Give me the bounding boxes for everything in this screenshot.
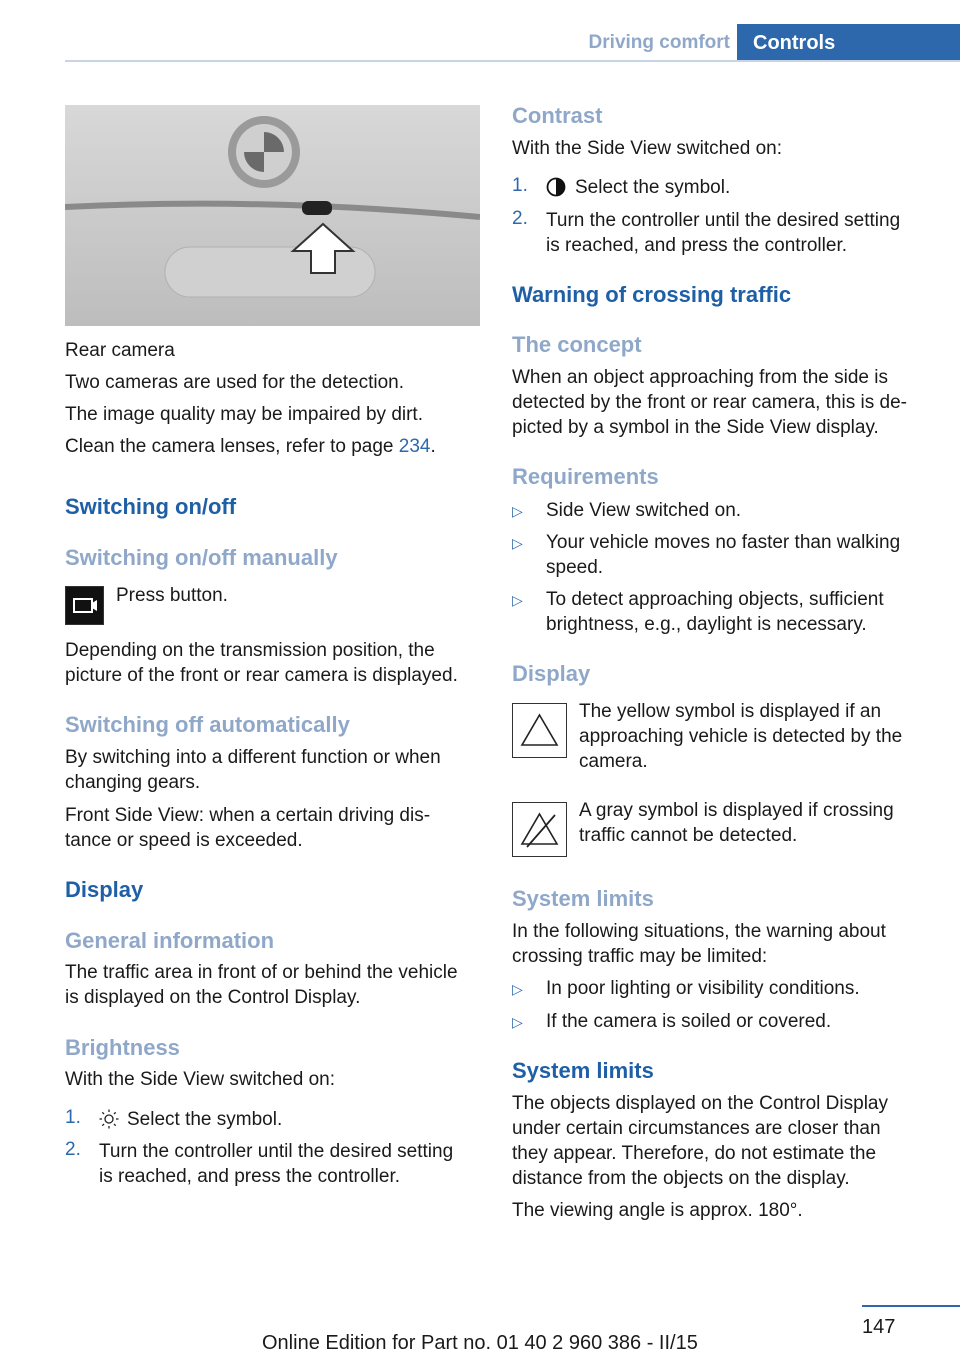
bullet-triangle-icon: ▷ <box>512 1014 523 1030</box>
step-text: is reached, and press the controller. <box>546 235 848 256</box>
heading-general: General information <box>65 928 275 953</box>
paragraph: distance from the objects on the display. <box>512 1168 850 1189</box>
text: Clean the camera lenses, refer to page <box>65 436 399 457</box>
list-item: Side View switched on. <box>546 500 742 521</box>
list-item: In poor lighting or visibility conditions. <box>546 978 860 999</box>
paragraph: is displayed on the Control Display. <box>65 987 361 1008</box>
paragraph: traffic cannot be detected. <box>579 825 798 846</box>
list-item: To detect approaching objects, sufficient <box>546 589 884 610</box>
paragraph: changing gears. <box>65 772 201 793</box>
step-text: Turn the controller until the desired setting <box>99 1141 454 1162</box>
page-reference-link[interactable]: 234 <box>398 436 431 457</box>
instruction: Press button. <box>116 585 228 606</box>
paragraph: picted by a symbol in the Side View display. <box>512 417 879 438</box>
heading-manual: Switching on/off manually <box>65 545 338 570</box>
list-item: brightness, e.g., daylight is necessary. <box>546 614 867 635</box>
list-item: If the camera is soiled or covered. <box>546 1011 832 1032</box>
paragraph: they appear. Therefore, do not estimate the <box>512 1143 877 1164</box>
bullet-triangle-icon: ▷ <box>512 592 523 608</box>
step-number: 2. <box>512 208 528 229</box>
edition-footer: Online Edition for Part no. 01 40 2 960 386 - II/15 <box>262 1332 698 1354</box>
paragraph: The image quality may be impaired by dirt. <box>65 404 423 425</box>
paragraph: picture of the front or rear camera is displayed. <box>65 665 458 686</box>
brightness-icon <box>99 1109 119 1129</box>
list-item: Your vehicle moves no faster than walking <box>546 532 901 553</box>
paragraph: The traffic area in front of or behind the vehicle <box>65 962 458 983</box>
page-number: 147 <box>862 1316 896 1338</box>
paragraph: The viewing angle is approx. 180°. <box>512 1200 803 1221</box>
camera-button-icon <box>65 586 104 625</box>
step-text: Select the symbol. <box>575 177 731 198</box>
heading-system-limits: System limits <box>512 886 654 911</box>
paragraph: By switching into a different function or when <box>65 747 441 768</box>
paragraph: approaching vehicle is detected by the <box>579 726 903 747</box>
heading-brightness: Brightness <box>65 1035 180 1060</box>
paragraph: With the Side View switched on: <box>512 138 783 159</box>
heading-auto-off: Switching off automatically <box>65 712 350 737</box>
header-rule <box>65 60 960 62</box>
paragraph: The objects displayed on the Control Display <box>512 1093 888 1114</box>
contrast-icon <box>546 177 566 197</box>
bullet-triangle-icon: ▷ <box>512 535 523 551</box>
paragraph: camera. <box>579 751 648 772</box>
footer-rule <box>862 1305 960 1307</box>
step-text: Select the symbol. <box>127 1109 283 1130</box>
paragraph: tance or speed is exceeded. <box>65 830 303 851</box>
heading-concept: The concept <box>512 332 642 357</box>
step-number: 2. <box>65 1139 81 1160</box>
heading-requirements: Requirements <box>512 464 659 489</box>
heading-warning-crossing: Warning of crossing traffic <box>512 282 792 307</box>
bullet-triangle-icon: ▷ <box>512 503 523 519</box>
step-text: Turn the controller until the desired setting <box>546 210 901 231</box>
step-number: 1. <box>65 1107 81 1128</box>
step-text: is reached, and press the controller. <box>99 1166 401 1187</box>
photo-caption: Rear camera <box>65 340 175 361</box>
bullet-triangle-icon: ▷ <box>512 981 523 997</box>
paragraph: crossing traffic may be limited: <box>512 946 768 967</box>
rear-camera-photo <box>65 105 480 326</box>
header-section-title: Driving comfort <box>588 32 730 53</box>
heading-contrast: Contrast <box>512 103 603 128</box>
paragraph: When an object approaching from the side is <box>512 367 888 388</box>
heading-display-right: Display <box>512 661 591 686</box>
step-number: 1. <box>512 175 528 196</box>
paragraph <box>65 434 436 459</box>
paragraph: Depending on the transmission position, the <box>65 640 435 661</box>
paragraph: under certain circumstances are closer than <box>512 1118 881 1139</box>
paragraph: A gray symbol is displayed if crossing <box>579 800 894 821</box>
paragraph: With the Side View switched on: <box>65 1069 336 1090</box>
heading-system-limits-2: System limits <box>512 1058 654 1083</box>
heading-switching: Switching on/off <box>65 494 237 519</box>
text: . <box>430 436 436 457</box>
list-item: speed. <box>546 557 604 578</box>
warning-triangle-crossed-icon <box>512 802 567 857</box>
header-tab: Controls <box>737 24 960 62</box>
paragraph: Two cameras are used for the detection. <box>65 372 405 393</box>
warning-triangle-icon <box>512 703 567 758</box>
paragraph: detected by the front or rear camera, this is de‐ <box>512 392 907 413</box>
heading-display: Display <box>65 877 144 902</box>
paragraph: The yellow symbol is displayed if an <box>579 701 882 722</box>
paragraph: In the following situations, the warning about <box>512 921 886 942</box>
paragraph: Front Side View: when a certain driving dis‐ <box>65 805 431 826</box>
